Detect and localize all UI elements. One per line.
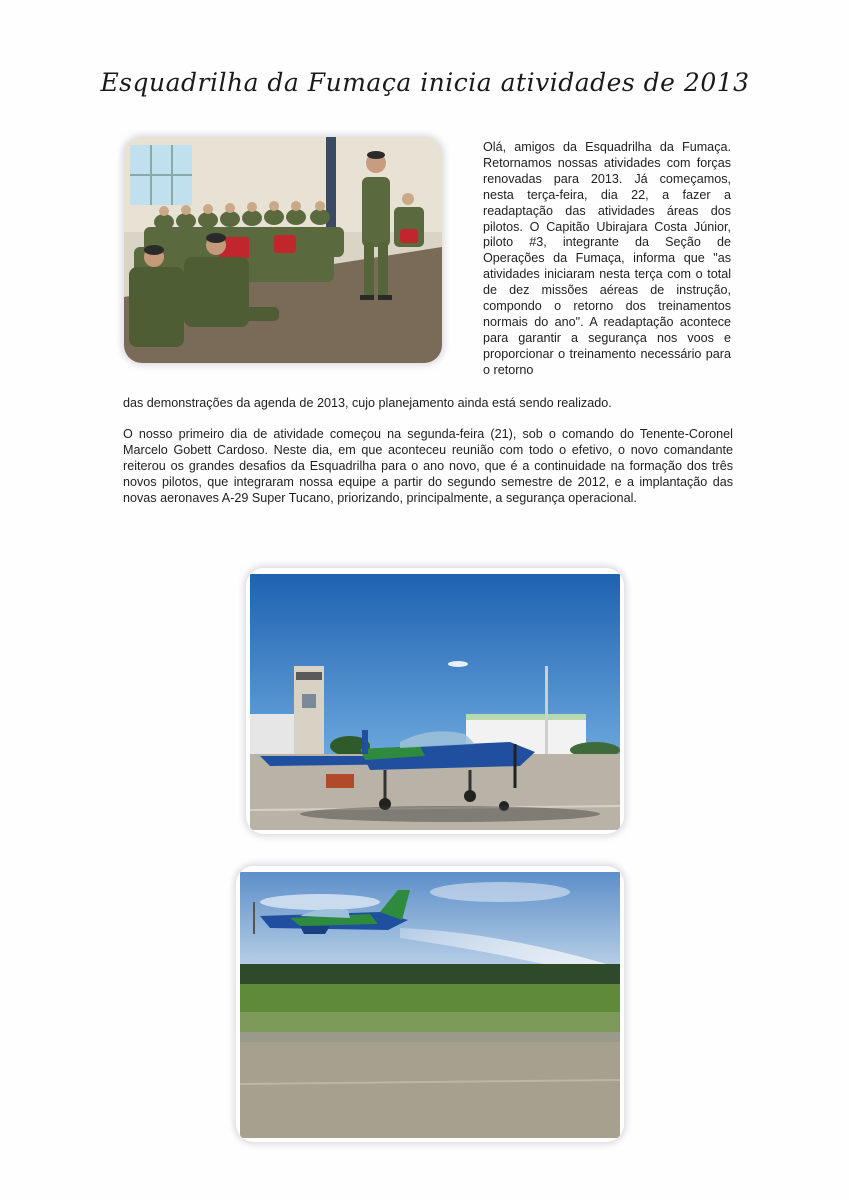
second-paragraph: O nosso primeiro dia de atividade começou na segunda-feira (21), sob o comando do Tenente-Coronel Marcelo Gobett Cardoso. Neste dia, em que aconteceu reunião com todo o efetivo, o novo comandante reiterou os grandes desafios da Esquadrilha para o ano novo, que é a continuidade na formação dos três novos pilotos, que integraram nossa equipe a partir do segundo semestre de 2012, e a implantação das novas aeronaves A-29 Super Tucano, priorizando, principalmente, a segurança operacional. <box>123 427 733 505</box>
briefing-room-photo <box>124 137 442 363</box>
intro-paragraph-continuation: das demonstrações da agenda de 2013, cujo planejamento ainda está sendo realizado. <box>123 396 612 410</box>
page-title: Esquadrilha da Fumaça inicia atividades de 2013 <box>100 68 750 97</box>
aircraft-on-apron-photo <box>246 568 624 834</box>
aircraft-flyby-photo <box>236 866 624 1142</box>
intro-paragraph: Olá, amigos da Esquadrilha da Fumaça. Retornamos nossas atividades com forças renovadas para 2013. Já começamos, nesta terça-feira, dia 22, a fazer a readaptação das atividades áreas dos pilotos. O Capitão Ubirajara Costa Júnior, piloto #3, integrante da Seção de Operações da Fumaça, informa que "as atividades iniciaram nesta terça com o total de dez missões aéreas de instrução, compondo o retorno dos treinamentos normais do ano". A readaptação acontece para garantir a segurança nos voos e proporcionar o treinamento necessário para o retorno <box>483 140 731 377</box>
